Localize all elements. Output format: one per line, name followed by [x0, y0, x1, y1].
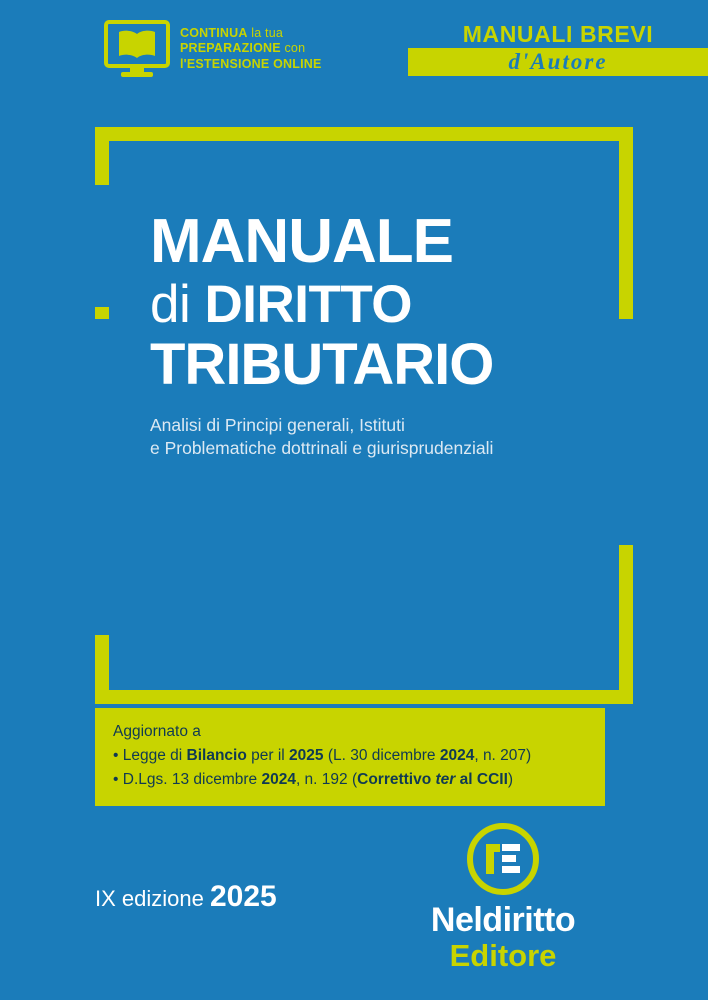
bracket-mask [95, 185, 111, 307]
bullet-icon: • [113, 747, 119, 765]
title-line-2-main: DIRITTO [204, 274, 413, 334]
publisher-block [393, 822, 613, 973]
title-line-1: MANUALE [150, 207, 453, 276]
subtitle-line-2: e Problematiche dottrinali e giurisprudenziali [150, 438, 494, 459]
edition-label [95, 880, 277, 914]
subtitle-line-1: Analisi di Principi generali, Istituti [150, 414, 405, 435]
series-brand [408, 22, 708, 76]
updates-item-1-b3: 2024 [439, 747, 475, 765]
updates-item-2-b3: al CCII [459, 771, 508, 789]
series-line-1: MANUALI BREVI [462, 21, 654, 47]
updates-item-1 [113, 744, 587, 768]
updates-item-1-p1: Legge di [118, 747, 187, 765]
updates-item-2-i1: ter [431, 771, 460, 789]
title-line-3: TRIBUTARIO [150, 331, 494, 397]
updates-item-1-p2: per il [246, 747, 290, 765]
edition-text: IX edizione [95, 886, 210, 911]
updates-item-1-b2: 2025 [289, 747, 324, 765]
promo-line-3: l'ESTENSIONE ONLINE [180, 56, 322, 71]
updates-box [95, 708, 605, 806]
updates-heading: Aggiornato a [113, 723, 201, 740]
updates-item-2-p1: D.Lgs. 13 dicembre [118, 771, 262, 789]
promo-text [180, 26, 322, 73]
updates-item-1-b1: Bilancio [186, 747, 247, 765]
bracket-mask [95, 545, 111, 635]
title-block [150, 207, 590, 461]
updates-item-2-b2: Correttivo [357, 771, 432, 789]
online-extension-promo [104, 20, 322, 78]
updates-item-1-p4: , n. 207) [474, 747, 532, 765]
promo-line-2: PREPARAZIONE con [180, 41, 306, 56]
publisher-subtitle: Editore [449, 937, 557, 973]
decorative-bracket-bottom [95, 545, 633, 704]
updates-item-1-p3: (L. 30 dicembre [323, 747, 440, 765]
bullet-icon: • [113, 771, 119, 789]
series-line-2: d'Autore [508, 49, 608, 75]
title-line-2-prefix: di [150, 274, 205, 334]
publisher-name: Neldiritto [430, 901, 576, 939]
updates-item-2-b1: 2024 [261, 771, 296, 789]
series-highlight-band [408, 48, 708, 76]
promo-line-1: CONTINUA la tua [180, 25, 284, 40]
subtitle [150, 414, 590, 461]
updates-item-2-p3: ) [507, 771, 514, 789]
updates-item-2-p2: , n. 192 ( [295, 771, 358, 789]
neldiritto-logo-icon [393, 822, 613, 901]
edition-year: 2025 [209, 880, 277, 913]
bracket-mask [589, 545, 605, 635]
bracket-mask [589, 185, 605, 307]
book-screen-icon [104, 20, 170, 78]
updates-item-2 [113, 768, 587, 792]
title-line-2 [150, 274, 590, 334]
